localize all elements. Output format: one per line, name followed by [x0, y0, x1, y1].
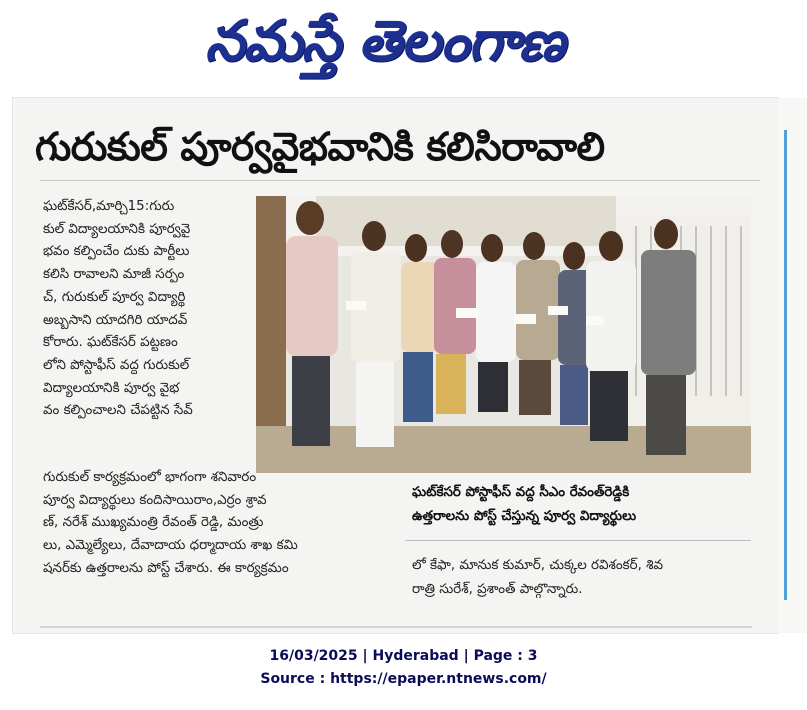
body-text-line: చ్, గురుకుల్ పూర్వ విద్యార్థి	[43, 289, 186, 305]
adjacent-column-edge	[778, 98, 807, 633]
masthead-logo: నమస్తే తెలంగాణ	[205, 9, 564, 74]
group-photo-image	[256, 196, 751, 473]
body-text-line: రాత్రి సురేశ్, ప్రశాంత్ పాల్గొన్నారు.	[412, 582, 583, 597]
body-text-line: లు, ఎమ్మెల్యేలు, దేవాదాయ ధర్మాదాయ శాఖ కమి	[43, 538, 298, 554]
clipping-bottom-edge	[40, 626, 752, 628]
source-link[interactable]: Source : https://epaper.ntnews.com/	[260, 671, 547, 687]
body-text-line: ఘట్‌కేసర్,మార్చి15:గురు	[43, 199, 175, 214]
headline-divider	[40, 180, 760, 181]
caption-line: ఘట్‌కేసర్ పోస్టాఫీస్ వద్ద సీఎం రేవంత్‌రెడ్డికి	[412, 485, 630, 500]
photo-caption	[412, 481, 752, 529]
body-text-line: అబ్బసాని యాదగిరి యాదవ్	[43, 312, 188, 328]
body-text-line: కుల్ విద్యాలయానికి పూర్వవై	[43, 221, 191, 237]
body-text-line: పూర్వ విద్యార్థులు కందిసాయిరాం,ఎర్రం శ్రావ	[43, 492, 267, 508]
body-text-line: కలిసి రావాలని మాజీ సర్పం	[43, 267, 185, 283]
article-body-right	[412, 554, 757, 602]
body-text-line: ణ్, నరేశ్ ముఖ్యమంత్రి రేవంత్ రెడ్డి, మంత్రు	[43, 515, 264, 531]
caption-line: ఉత్తరాలను పోస్ట్ చేస్తున్న పూర్వ విద్యార్థులు	[412, 509, 637, 524]
body-text-line: విద్యాలయానికి పూర్వ వైభ	[43, 380, 180, 396]
body-text-line: లో కేఫా, మానుక కుమార్, చుక్కల రవిశంకర్, శివ	[412, 558, 663, 573]
body-text-line: భవం కల్పించేం దుకు పార్టీలు	[43, 244, 190, 260]
article-body-column	[43, 196, 253, 423]
body-text-line: కోరారు. ఘట్‌కేసర్ పట్టణం	[43, 335, 178, 351]
body-text-line: షనర్‌కు ఉత్తరాలను పోస్ట్ చేశారు. ఈ కార్యక్రమం	[43, 560, 289, 576]
masthead	[0, 0, 807, 95]
article-headline: గురుకుల్ పూర్వవైభవానికి కలిసిరావాలి	[35, 125, 605, 170]
body-text-line: లోని పోస్టాఫీస్ వద్ద గురుకుల్	[43, 357, 190, 373]
caption-divider	[405, 540, 751, 541]
edition-info: 16/03/2025 | Hyderabad | Page : 3	[269, 648, 538, 664]
article-photo	[256, 196, 751, 473]
article-body-continued	[43, 467, 398, 581]
body-text-line: వం కల్పించాలని చేపట్టిన సేవ్	[43, 403, 193, 419]
body-text-line: గురుకుల్ కార్యక్రమంలో భాగంగా శనివారం	[43, 470, 257, 485]
